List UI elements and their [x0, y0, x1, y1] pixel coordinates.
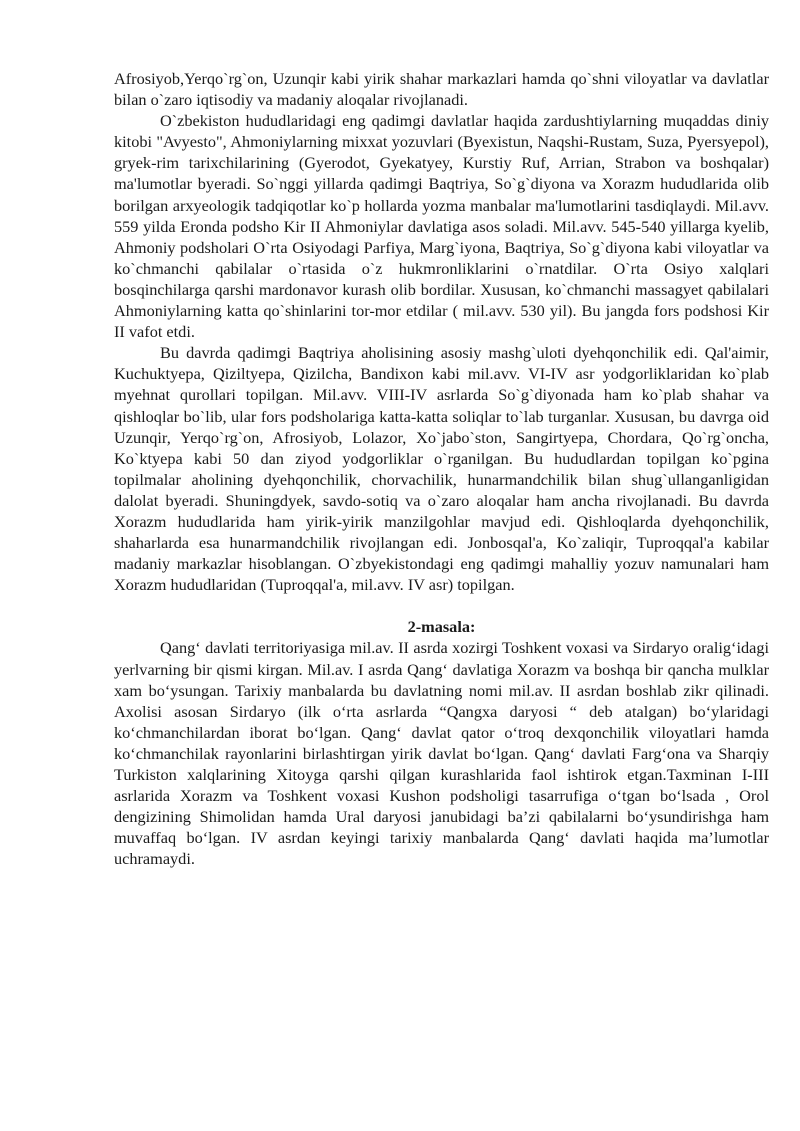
paragraph-baqtriya-agriculture: Bu davrda qadimgi Baqtriya aholisining asosiy mashg`uloti dyehqonchilik edi. Qal'aimir, Kuchuktyepa, Qiziltyepa, Qizilcha, Bandixon kabi mil.avv. VI-IV asr yodgorliklaridan ko`plab myehnat qurollari topilgan. Mil.avv. VIII-IV asrlarda So`g`diyonada ham ko`plab shahar va qishloqlar bo`lib, ular fors podsholariga katta-katta soliqlar to`lab turganlar. Xususan, bu davrga oid Uzunqir, Yerqo`rg`on, Afrosiyob, Lolazor, Xo`jabo`ston, Sangirtyepa, Chordara, Qo`rg`oncha, Ko`ktyepa kabi 50 dan ziyod yodgorliklar o`rganilgan. Bu hududlardan topilgan ko`pgina topilmalar aholining dyehqonchilik, chorvachilik, hunarmandchilik bilan shug`ullanganligidan dalolat byeradi. Shuningdyek, savdo-sotiq va o`zaro aloqalar ham ancha rivojlanadi. Bu davrda Xorazm hududlarida ham yirik-yirik manzilgohlar mavjud edi. Qishloqlarda dyehqonchilik, shaharlarda esa hunarmandchilik rivojlangan edi. Jonbosqal'a, Ko`zaliqir, Tuproqqal'a kabilar madaniy markazlar hisoblangan. O`zbyekistondagi eng qadimgi mahalliy yozuv namunalari ham Xorazm hududlaridan (Tuproqqal'a, mil.avv. IV asr) topilgan. — [114, 343, 769, 595]
document-page — [114, 68, 769, 869]
paragraph-qang-state: Qang‘ davlati territoriyasiga mil.av. II asrda xozirgi Toshkent voxasi va Sirdaryo oralig‘idagi yerlvarning bir qismi kirgan. Mil.av. I asrda Qang‘ davlatiga Xorazm va boshqa bir qancha mulklar xam bo‘ysungan. Tarixiy manbalarda bu davlatning nomi mil.av. II asrdan boshlab zikr qilinadi. Axolisi asosan Sirdaryo (ilk o‘rta asrlarda “Qangxa daryosi “ deb atalgan) bo‘ylaridagi ko‘chmanchilardan iborat bo‘lgan. Qang‘ davlat qator o‘troq dexqonchilik viloyatlari hamda ko‘chmanchilak rayonlarini birlashtirgan yirik davlat bo‘lgan. Qang‘ davlati Farg‘ona va Sharqiy Turkiston xalqlarining Xitoyga qarshi qilgan kurashlarida faol ishtirok etgan.Taxminan I-III asrlarida Xorazm va Toshkent voxasi Kushon podsholigi tasarrufiga o‘tgan bo‘lsada , Orol dengizining Shimolidan hamda Ural daryosi janubidagi ba’zi qabilalarni bo‘ysundirishga ham muvaffaq bo‘lgan. IV asrdan keyingi tarixiy manbalarda Qang‘ davlati haqida ma’lumotlar uchramaydi. — [114, 638, 769, 869]
paragraph-ancient-states: O`zbekiston hududlaridagi eng qadimgi davlatlar haqida zardushtiylarning muqaddas diniy kitobi "Avyesto", Ahmoniylarning mixxat yozuvlari (Byexistun, Naqshi-Rustam, Suza, Pyersyepol), gryek-rim tarixchilarining (Gyerodot, Gyekatyey, Kurstiy Ruf, Arrian, Strabon va boshqalar) ma'lumotlar byeradi. So`nggi yillarda qadimgi Baqtriya, So`g`diyona va Xorazm hududlarida olib borilgan arxyeologik tadqiqotlar ko`p hollarda yozma manbalar ma'lumotlarini tasdiqlaydi. Mil.avv. 559 yilda Eronda podsho Kir II Ahmoniylar davlatiga asos soladi. Mil.avv. 545-540 yillarga kyelib, Ahmoniy podsholari O`rta Osiyodagi Parfiya, Marg`iyona, Baqtriya, So`g`diyona kabi viloyatlar va ko`chmanchi qabilalar o`rtasida o`z hukmronliklarini o`rnatdilar. O`rta Osiyo xalqlari bosqinchilarga qarshi mardonavor kurash olib bordilar. Xususan, ko`chmanchi massagyet qabilalari Ahmoniylarning katta qo`shinlarini tor-mor etdilar ( mil.avv. 530 yil). Bu jangda fors podshosi Kir II vafot etdi. — [114, 111, 769, 342]
paragraph-continuation: Afrosiyob,Yerqo`rg`on, Uzunqir kabi yirik shahar markazlari hamda qo`shni viloyatlar va davlatlar bilan o`zaro iqtisodiy va madaniy aloqalar rivojlanadi. — [114, 69, 769, 110]
section-heading: 2-masala: — [407, 617, 476, 637]
